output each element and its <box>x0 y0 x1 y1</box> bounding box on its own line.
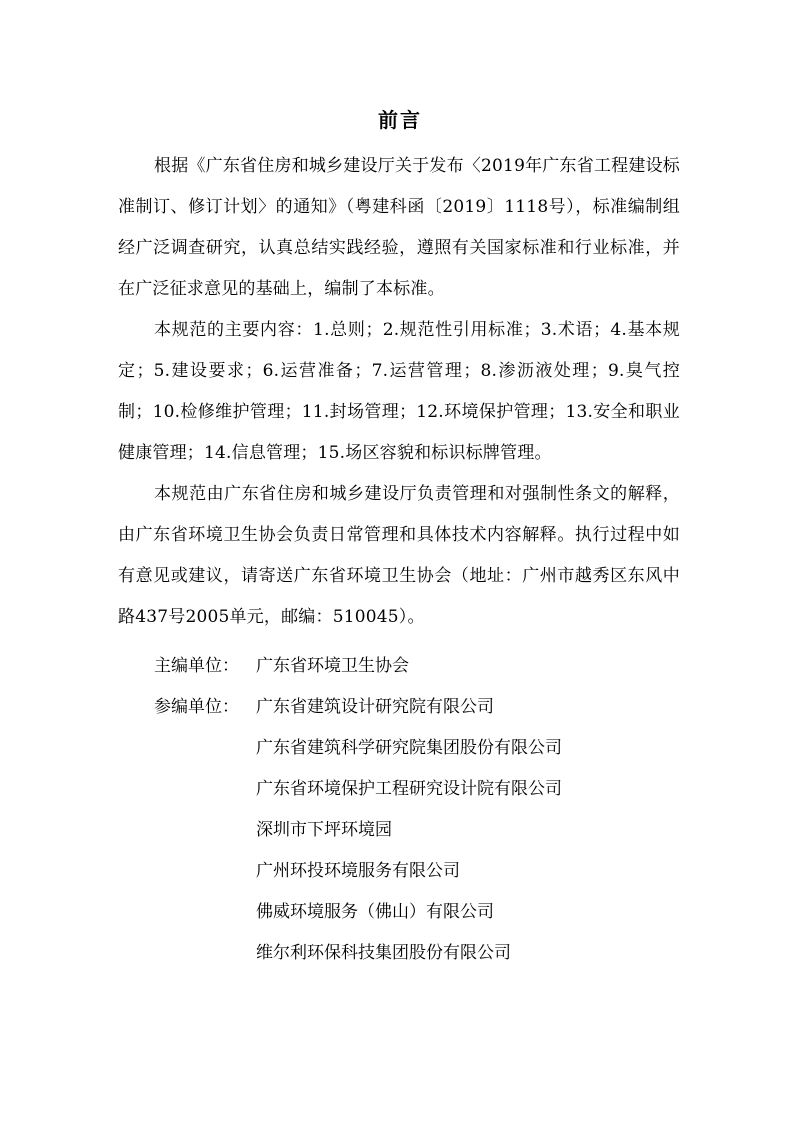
participant-unit: 广东省建筑设计研究院有限公司 <box>256 697 494 717</box>
paragraph-management: 本规范由广东省住房和城乡建设厅负责管理和对强制性条文的解释，由广东省环境卫生协会负责日常管理和具体技术内容解释。执行过程中如有意见或建议，请寄送广东省环境卫生协会（地址：广州市越秀区东风中路437号2005单元，邮编：510045）。 <box>118 484 680 627</box>
participant-unit: 维尔利环保科技集团股份有限公司 <box>256 943 511 963</box>
paragraph-basis: 根据《广东省住房和城乡建设厅关于发布〈2019年广东省工程建设标准制订、修订计划〉的通知》（粤建科函〔2019〕1118号），标准编制组经广泛调查研究，认真总结实践经验，遵照有关国家标准和行业标准，并在广泛征求意见的基础上，编制了本标准。 <box>118 156 680 299</box>
participant-unit: 深圳市下坪环境园 <box>256 820 392 840</box>
chief-editor-label: 主编单位： <box>154 656 239 676</box>
participant-unit: 广东省建筑科学研究院集团股份有限公司 <box>256 738 562 758</box>
participants-label: 参编单位： <box>154 697 239 717</box>
participant-unit: 广州环投环境服务有限公司 <box>256 861 460 881</box>
page-title: 前言 <box>378 108 422 132</box>
participant-unit: 广东省环境保护工程研究设计院有限公司 <box>256 779 562 799</box>
chief-editor-unit: 广东省环境卫生协会 <box>256 656 409 676</box>
paragraph-contents: 本规范的主要内容：1.总则；2.规范性引用标准；3.术语；4.基本规定；5.建设要求；6.运营准备；7.运营管理；8.渗沥液处理；9.臭气控制；10.检修维护管理；11.封场管理；12.环境保护管理；13.安全和职业健康管理；14.信息管理；15.场区容貌和标识标牌管理。 <box>118 320 680 463</box>
participant-unit: 佛威环境服务（佛山）有限公司 <box>256 902 494 922</box>
